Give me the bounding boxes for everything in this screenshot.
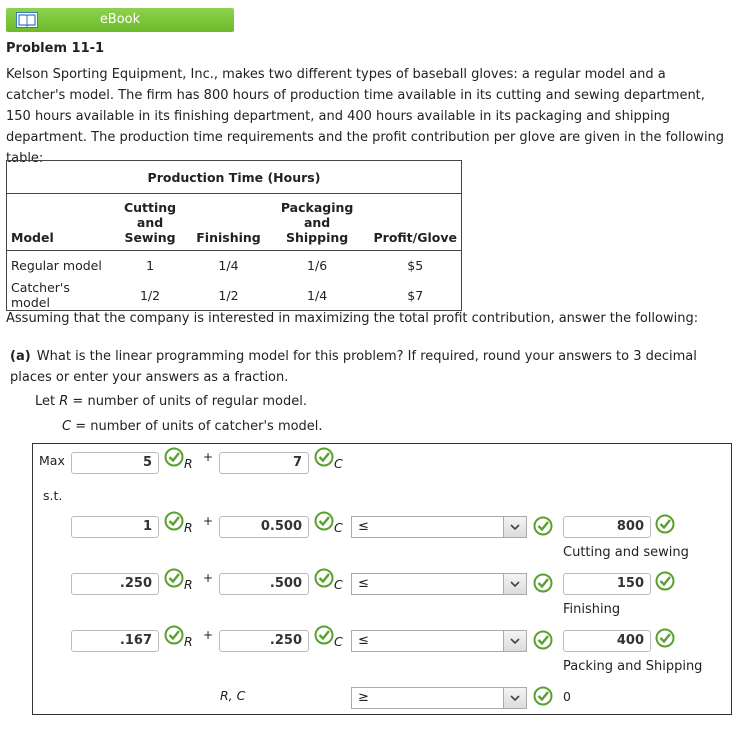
cell-pack: 1/4 [307,287,328,303]
check-icon [533,630,553,650]
check-icon [655,514,675,534]
plus-sign: + [203,571,214,585]
constraint-r-input[interactable]: .250 [71,573,159,595]
check-icon [314,568,334,588]
cell-cut: 1/2 [139,287,161,303]
col-pack-1: Packaging and [280,200,354,230]
var-r-label: R [184,456,193,471]
let-c [62,419,323,434]
cell-fin: 1/2 [218,287,239,303]
col-pack-2: Shipping [265,230,370,251]
col-cut-2: Sewing [108,230,192,251]
let-prefix: Let [35,394,60,409]
constraint-r-input[interactable]: 1 [71,516,159,538]
cell-pack: 1/6 [307,258,328,273]
let-c-text: = number of units of catcher's model. [71,419,323,434]
constraint-rhs-input[interactable]: 400 [563,630,651,652]
constraint-r-input[interactable]: .167 [71,630,159,652]
cell-profit: $5 [407,258,424,273]
selected-operator: ≥ [358,690,369,705]
col-finishing: Finishing [192,230,264,251]
var-r-label: R [184,577,193,592]
problem-intro: Kelson Sporting Equipment, Inc., makes two different types of baseball gloves: a regular model and a catcher's model. The firm has 800 hours of production time available in its cutting and sewing department, 150 hours available in its finishing department, and 400 hours available in its packaging and shipping department. The production time requirements and the profit contribution per glove are given in the following table: [6,67,725,166]
table-row [7,251,462,281]
objective-r-input[interactable]: 5 [71,452,159,474]
var-r-label: R [184,520,193,535]
question-label: (a) [10,349,31,364]
constraint-operator-select[interactable] [351,630,527,652]
chevron-down-icon [503,688,526,708]
nonneg-operator-select[interactable] [351,687,527,709]
let-r [35,394,307,409]
cell-model: Regular model [11,258,102,273]
plus-sign: + [203,628,214,642]
selected-operator: ≤ [358,633,369,648]
col-cut-1: Cutting and [123,200,177,230]
max-label: Max [39,453,65,468]
check-icon [164,625,184,645]
selected-operator: ≤ [358,519,369,534]
selected-operator: ≤ [358,576,369,591]
check-icon [164,447,184,467]
assumption-text: Assuming that the company is interested in maximizing the total profit contribution, answer the following: [6,311,699,326]
check-icon [655,628,675,648]
check-icon [314,447,334,467]
constraint-c-input[interactable]: .500 [219,573,309,595]
cell-cut: 1 [146,258,155,273]
st-label: s.t. [43,488,63,503]
var-r: R [59,394,69,409]
plus-sign: + [203,514,214,528]
constraint-label: Cutting and sewing [563,545,689,560]
ebook-label: eBook [99,12,141,27]
cell-fin: 1/4 [218,258,239,273]
ebook-button[interactable] [6,8,234,32]
check-icon [314,511,334,531]
constraint-rhs-input[interactable]: 150 [563,573,651,595]
constraint-rhs-input[interactable]: 800 [563,516,651,538]
constraint-operator-select[interactable] [351,573,527,595]
var-c-label: C [334,577,343,592]
var-c-label: C [334,634,343,649]
let-r-text: = number of units of regular model. [68,394,307,409]
check-icon [164,568,184,588]
check-icon [533,516,553,536]
nonneg-rhs: 0 [563,689,571,704]
var-c-label: C [334,456,343,471]
constraint-label: Packing and Shipping [563,659,703,674]
lp-model-box [32,443,732,715]
check-icon [533,686,553,706]
check-icon [533,573,553,593]
cell-profit: $7 [407,287,424,303]
nonneg-vars: R, C [220,688,246,703]
constraint-operator-select[interactable] [351,516,527,538]
var-c-label: C [334,520,343,535]
cell-model: Catcher's model [11,280,70,310]
production-table [6,160,462,311]
var-c: C [62,419,72,434]
group-header: Production Time (Hours) [7,161,462,194]
var-r-label: R [184,634,193,649]
col-model: Model [7,230,108,251]
plus-sign: + [203,450,214,464]
problem-title: Problem 11-1 [6,41,105,56]
constraint-label: Finishing [563,602,621,617]
constraint-c-input[interactable]: .250 [219,630,309,652]
question-text: What is the linear programming model for this problem? If required, round your answers to 3 decimal places or enter your answers as a fraction. [10,349,697,385]
question-a [10,346,720,388]
check-icon [314,625,334,645]
check-icon [164,511,184,531]
table-row [7,280,462,311]
col-profit: Profit/Glove [370,230,462,251]
constraint-c-input[interactable]: 0.500 [219,516,309,538]
chevron-down-icon [503,574,526,594]
chevron-down-icon [503,631,526,651]
check-icon [655,571,675,591]
objective-c-input[interactable]: 7 [219,452,309,474]
chevron-down-icon [503,517,526,537]
